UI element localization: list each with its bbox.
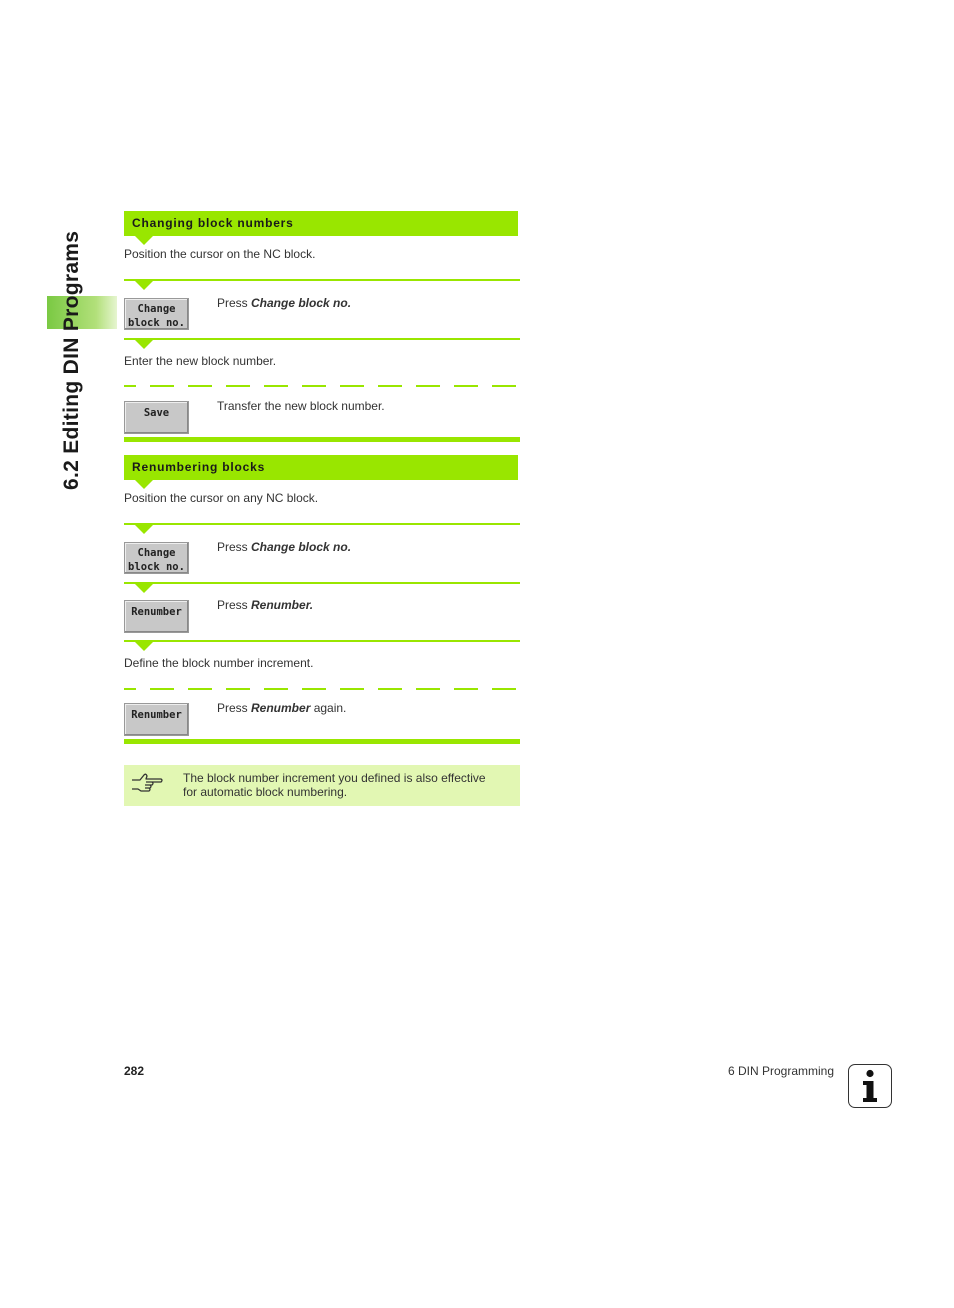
step-text: Position the cursor on the NC block. (124, 247, 316, 261)
softkey-label: Renumber (131, 709, 182, 721)
step-text: Define the block number increment. (124, 656, 314, 670)
step-text: Press Renumber again. (217, 701, 347, 715)
renumber-again-softkey[interactable] (124, 703, 189, 736)
divider (124, 523, 520, 525)
step-text: Enter the new block number. (124, 354, 277, 368)
softkey-label-line2: block no. (128, 561, 185, 573)
softkey-label: Renumber (131, 606, 182, 618)
chapter-title: 6 DIN Programming (728, 1064, 835, 1078)
step-text: Press Renumber. (217, 598, 314, 612)
section-header-renumbering (124, 455, 518, 480)
change-block-no-softkey[interactable] (124, 542, 189, 574)
step-text: Position the cursor on any NC block. (124, 491, 319, 505)
arrow-down-icon (135, 525, 153, 534)
note-line: for automatic block numbering. (183, 785, 348, 799)
arrow-down-icon (135, 340, 153, 349)
section-end-bar (124, 739, 520, 744)
note-text (183, 771, 523, 799)
arrow-down-icon (135, 642, 153, 651)
page-number: 282 (124, 1064, 145, 1078)
arrow-down-icon (135, 236, 153, 245)
softkey-label-line1: Change (137, 547, 176, 559)
save-softkey[interactable] (124, 401, 189, 434)
section-header-label: Changing block numbers (132, 216, 294, 230)
renumber-softkey[interactable] (124, 600, 189, 633)
step-text: Press Change block no. (217, 296, 352, 310)
side-title: 6.2 Editing DIN Programs (60, 230, 83, 490)
softkey-label-line1: Change (137, 303, 176, 315)
change-block-no-softkey[interactable] (124, 298, 189, 330)
dashed-divider (124, 385, 520, 387)
section-header-changing (124, 211, 518, 236)
section-end-bar (124, 437, 520, 442)
divider (124, 338, 520, 340)
divider (124, 582, 520, 584)
divider (124, 640, 520, 642)
arrow-down-icon (135, 584, 153, 593)
softkey-label-line2: block no. (128, 317, 185, 329)
step-text: Transfer the new block number. (217, 399, 385, 413)
arrow-down-icon (135, 480, 153, 489)
pointing-hand-icon (130, 771, 164, 802)
info-icon (848, 1064, 892, 1108)
dashed-divider (124, 688, 520, 690)
note-line: The block number increment you defined is also effective (183, 771, 486, 785)
divider (124, 279, 520, 281)
softkey-label: Save (143, 407, 170, 419)
arrow-down-icon (135, 281, 153, 290)
section-header-label: Renumbering blocks (132, 460, 266, 474)
step-text: Press Change block no. (217, 540, 352, 554)
